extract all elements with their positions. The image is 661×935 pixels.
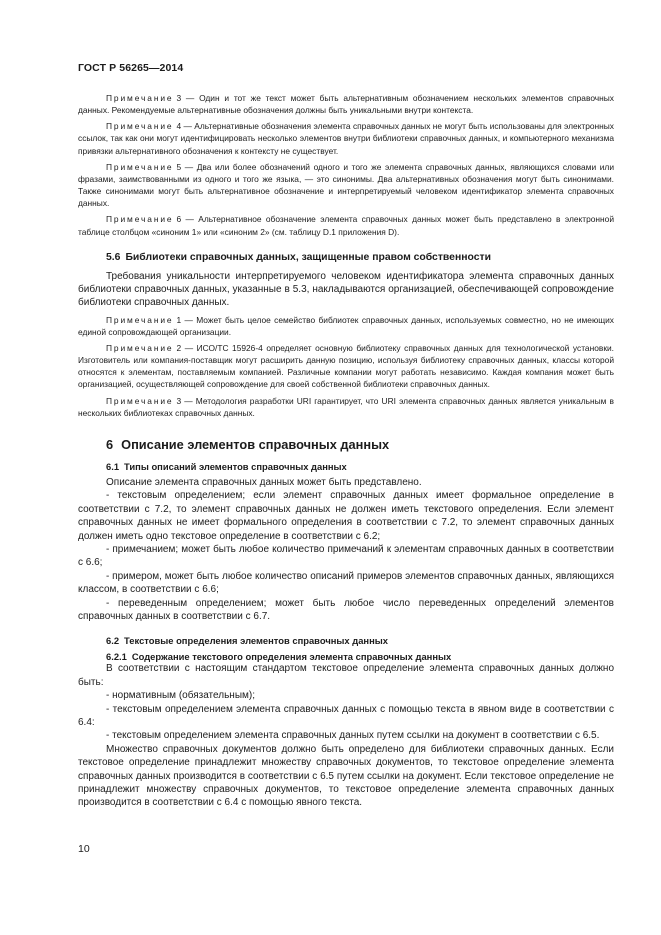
section-heading-6-2 (106, 635, 614, 646)
list-item: - переведенным определением; может быть любое число переведенных определений элементов справочных данных в соответствии с 6.7. (78, 597, 614, 622)
section-heading-6 (106, 437, 614, 452)
note-text: 2 — ИСО/ТС 15926-4 определяет основную библиотеку справочных данных для технологической установки. Изготовитель или компания-поставщик могут расширить данную позицию, используя библиотеку справочных данных, классы которой относятся к элементам, поставляемым компанией. Различные компании могут работать независимо. Каждая компания может быть организацией, осуществляющей сопровождение для своей собственной библиотеки справочных данных. (78, 343, 614, 390)
note-text: 3 — Методология разработки URI гарантирует, что URI элемента справочных данных является уникальным в нескольких библиотеках справочных данных. (78, 395, 614, 418)
note-text: 1 — Может быть целое семейство библиотек справочных данных, используемых совместно, но не имеющих единой сопровождающей организации. (78, 314, 614, 337)
list-item: - примечанием; может быть любое количество примечаний к элементам справочных данных в соответствии с 6.6; (78, 543, 614, 569)
note-text: 3 — Один и тот же текст может быть альтернативным обозначением нескольких элементов справочных данных. Рекомендуемые альтернативные обозначения должны быть уникальными внутри контекста. (78, 93, 614, 116)
note-item (78, 92, 614, 116)
page-header-title: ГОСТ Р 56265—2014 (78, 62, 184, 74)
body-paragraph: Описание элемента справочных данных может быть представлено. (106, 476, 422, 488)
list-item: - нормативным (обязательным); (106, 690, 255, 702)
body-paragraph: В соответствии с настоящим стандартом текстовое определение элемента справочных данных должно быть: (78, 663, 614, 688)
section-heading-5-6 (106, 252, 614, 263)
note-item (78, 161, 614, 209)
section-number: 6.1 (106, 460, 120, 472)
section-number: 6 (106, 436, 114, 452)
body-paragraph: Множество справочных документов должно быть определено для библиотеки справочных данных. Если текстовое определение принадлежит множеству справочных документов, то текстовое определение элемента справочных данных производится в соответствии с 6.5 путем ссылки на документ. Если текстовое определение не принадлежит множеству справочных документов, то текстовое определение элемента справочных данных производится в соответствии с 6.4 с помощью явного текста. (78, 743, 614, 809)
section-title: Типы описаний элементов справочных данных (124, 460, 347, 472)
section-heading-6-2-1 (106, 651, 614, 662)
note-text: 6 — Альтернативное обозначение элемента справочных данных может быть представлено в электронной таблице столбцом «синоним 1» или «синоним 2» (см. таблицу D.1 приложения D). (78, 214, 614, 237)
page-content (78, 92, 614, 810)
note-item (78, 213, 614, 237)
list-item: - текстовым определением элемента справочных данных путем ссылки на документ в соответствии с 6.5. (106, 730, 600, 742)
note-item (78, 120, 614, 156)
note-label: Примечание (106, 395, 174, 406)
section-title: Библиотеки справочных данных, защищенные правом собственности (125, 251, 491, 263)
page-number: 10 (78, 843, 90, 855)
note-item (78, 342, 614, 390)
section-number: 5.6 (106, 251, 121, 263)
note-label: Примечание (106, 93, 174, 103)
note-text: 5 — Два или более обозначений одного и того же элемента справочных данных, являющихся словами или фразами, заимствованными из одного и того же языка, — это синонимы. Два альтернативных обозначения могут быть синонимами. Также синонимами могут быть альтернативное обозначение и интерпретируемый человеком идентификатор элемента справочных данных. (78, 161, 614, 209)
section-title: Описание элементов справочных данных (121, 436, 390, 452)
note-item (78, 395, 614, 419)
section-title: Содержание текстового определения элемента справочных данных (131, 651, 452, 663)
note-label: Примечание (106, 314, 174, 325)
list-item: - текстовым определением элемента справочных данных с помощью текста в явном виде в соответствии с 6.4: (78, 703, 614, 729)
body-paragraph: Требования уникальности интерпретируемого человеком идентификатора элемента справочных данных библиотеки справочных данных, указанные в 5.3, накладываются организацией, обеспечивающей сопровождение библиотеки справочных данных. (78, 270, 614, 309)
section-title: Текстовые определения элементов справочных данных (124, 635, 388, 647)
list-item: - примером, может быть любое количество описаний примеров элементов справочных данных, являющихся классом, в соответствии с 6.6; (78, 570, 614, 596)
note-label: Примечание (106, 161, 174, 172)
note-label: Примечание (106, 343, 174, 354)
section-heading-6-1 (106, 461, 614, 472)
list-item: - текстовым определением; если элемент справочных данных имеет формальное определение в соответствии с 7.2, то элемент справочных данных не должен иметь текстового определения. Если элемент справочных данных не имеет формального определения в соответствии с 7.2, то элемент справочных данных должен иметь одно текстовое определение в соответствии с 6.2; (78, 490, 614, 542)
note-label: Примечание (106, 214, 174, 225)
note-item (78, 314, 614, 338)
section-number: 6.2 (106, 635, 120, 647)
note-label: Примечание (106, 121, 174, 132)
note-text: 4 — Альтернативные обозначения элемента справочных данных не могут быть использованы для электронных ссылок, так как они могут идентифицировать несколько элементов внутри библиотеки справочных данных, и компьютерного механизма привязки альтернативного обозначения к контексту не существует. (78, 121, 614, 156)
section-number: 6.2.1 (106, 651, 127, 663)
